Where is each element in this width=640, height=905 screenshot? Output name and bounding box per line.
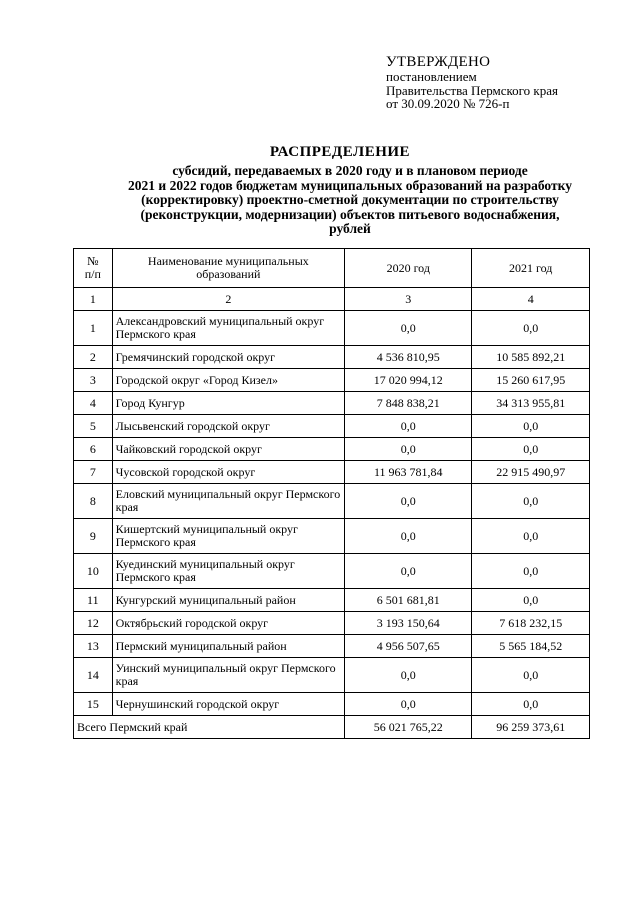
approval-line-2: Правительства Пермского края: [386, 82, 558, 98]
row-2020: 0,0: [345, 519, 472, 554]
index-cell: 3: [345, 288, 472, 311]
row-2020: 0,0: [345, 658, 472, 693]
row-num: 6: [74, 438, 113, 461]
table-row: [74, 554, 590, 589]
row-name: Городской округ «Город Кизел»: [112, 369, 344, 392]
row-2021: 15 260 617,95: [472, 369, 590, 392]
table-row: [74, 461, 590, 484]
row-name: Александровский муниципальный округ Пермского края: [112, 311, 344, 346]
row-2021: 0,0: [472, 415, 590, 438]
row-2020: 4 536 810,95: [345, 346, 472, 369]
header-2020: 2020 год: [345, 249, 472, 288]
row-name: Октябрьский городской округ: [112, 612, 344, 635]
row-name: Еловский муниципальный округ Пермского края: [112, 484, 344, 519]
row-name: Город Кунгур: [112, 392, 344, 415]
row-num: 13: [74, 635, 113, 658]
subtitle-line: (корректировку) проектно-сметной документации по строительству: [141, 192, 559, 207]
table-row: [74, 693, 590, 716]
row-name: Чернушинский городской округ: [112, 693, 344, 716]
row-num: 12: [74, 612, 113, 635]
table-row: [74, 589, 590, 612]
row-name: Чайковский городской округ: [112, 438, 344, 461]
row-2020: 0,0: [345, 554, 472, 589]
subtitle-line: рублей: [329, 221, 371, 236]
table-row: [74, 612, 590, 635]
row-name: Пермский муниципальный район: [112, 635, 344, 658]
row-num: 1: [74, 311, 113, 346]
row-num: 14: [74, 658, 113, 693]
table-row: [74, 438, 590, 461]
approval-line-3: от 30.09.2020 № 726-п: [386, 96, 510, 111]
row-2021: 5 565 184,52: [472, 635, 590, 658]
header-2021: 2021 год: [472, 249, 590, 288]
row-2021: 7 618 232,15: [472, 612, 590, 635]
row-2020: 17 020 994,12: [345, 369, 472, 392]
row-num: 3: [74, 369, 113, 392]
row-name: Чусовской городской округ: [112, 461, 344, 484]
row-2020: 3 193 150,64: [345, 612, 472, 635]
total-label: Всего Пермский край: [74, 716, 345, 739]
table-row: [74, 415, 590, 438]
row-2021: 34 313 955,81: [472, 392, 590, 415]
table-row: [74, 311, 590, 346]
row-2021: 0,0: [472, 484, 590, 519]
document-title: РАСПРЕДЕЛЕНИЕ: [269, 144, 411, 160]
row-2021: 0,0: [472, 438, 590, 461]
row-2021: 22 915 490,97: [472, 461, 590, 484]
row-2020: 0,0: [345, 693, 472, 716]
table-row: [74, 658, 590, 693]
row-2020: 7 848 838,21: [345, 392, 472, 415]
header-num: № п/п: [74, 249, 113, 288]
row-2020: 0,0: [345, 311, 472, 346]
table-row: [74, 635, 590, 658]
row-num: 11: [74, 589, 113, 612]
approval-stamp: [386, 54, 558, 111]
row-num: 15: [74, 693, 113, 716]
row-2020: 0,0: [345, 484, 472, 519]
row-2020: 11 963 781,84: [345, 461, 472, 484]
total-2021: 96 259 373,61: [472, 716, 590, 739]
row-num: 2: [74, 346, 113, 369]
row-2020: 4 956 507,65: [345, 635, 472, 658]
table-row: [74, 392, 590, 415]
row-2021: 0,0: [472, 311, 590, 346]
row-2021: 0,0: [472, 589, 590, 612]
row-num: 10: [74, 554, 113, 589]
row-2020: 6 501 681,81: [345, 589, 472, 612]
row-2020: 0,0: [345, 415, 472, 438]
header-name: Наименование муниципальных образований: [112, 249, 344, 288]
row-name: Лысьвенский городской округ: [112, 415, 344, 438]
index-cell: 2: [112, 288, 344, 311]
table-row: [74, 484, 590, 519]
row-2020: 0,0: [345, 438, 472, 461]
row-2021: 0,0: [472, 554, 590, 589]
document-subtitle: [70, 164, 630, 237]
approval-heading: УТВЕРЖДЕНО: [386, 54, 491, 70]
row-num: 9: [74, 519, 113, 554]
subtitle-line: 2021 и 2022 годов бюджетам муниципальных образований на разработку: [128, 177, 572, 193]
index-cell: 4: [472, 288, 590, 311]
row-2021: 0,0: [472, 519, 590, 554]
subtitle-line: субсидий, передаваемых в 2020 году и в плановом периоде: [172, 163, 528, 178]
row-2021: 10 585 892,21: [472, 346, 590, 369]
row-name: Уинский муниципальный округ Пермского края: [112, 658, 344, 693]
distribution-table: [73, 248, 590, 739]
table-header-row: [74, 249, 590, 288]
subtitle-line: (реконструкции, модернизации) объектов питьевого водоснабжения,: [140, 206, 560, 222]
column-index-row: [74, 288, 590, 311]
index-cell: 1: [74, 288, 113, 311]
row-name: Гремячинский городской округ: [112, 346, 344, 369]
total-2020: 56 021 765,22: [345, 716, 472, 739]
total-row: [74, 716, 590, 739]
row-2021: 0,0: [472, 693, 590, 716]
row-num: 5: [74, 415, 113, 438]
row-name: Кишертский муниципальный округ Пермского края: [112, 519, 344, 554]
approval-line-1: постановлением: [386, 69, 477, 84]
row-2021: 0,0: [472, 658, 590, 693]
row-num: 7: [74, 461, 113, 484]
table-row: [74, 519, 590, 554]
row-name: Куединский муниципальный округ Пермского края: [112, 554, 344, 589]
row-num: 4: [74, 392, 113, 415]
table-row: [74, 369, 590, 392]
row-name: Кунгурский муниципальный район: [112, 589, 344, 612]
table-row: [74, 346, 590, 369]
row-num: 8: [74, 484, 113, 519]
